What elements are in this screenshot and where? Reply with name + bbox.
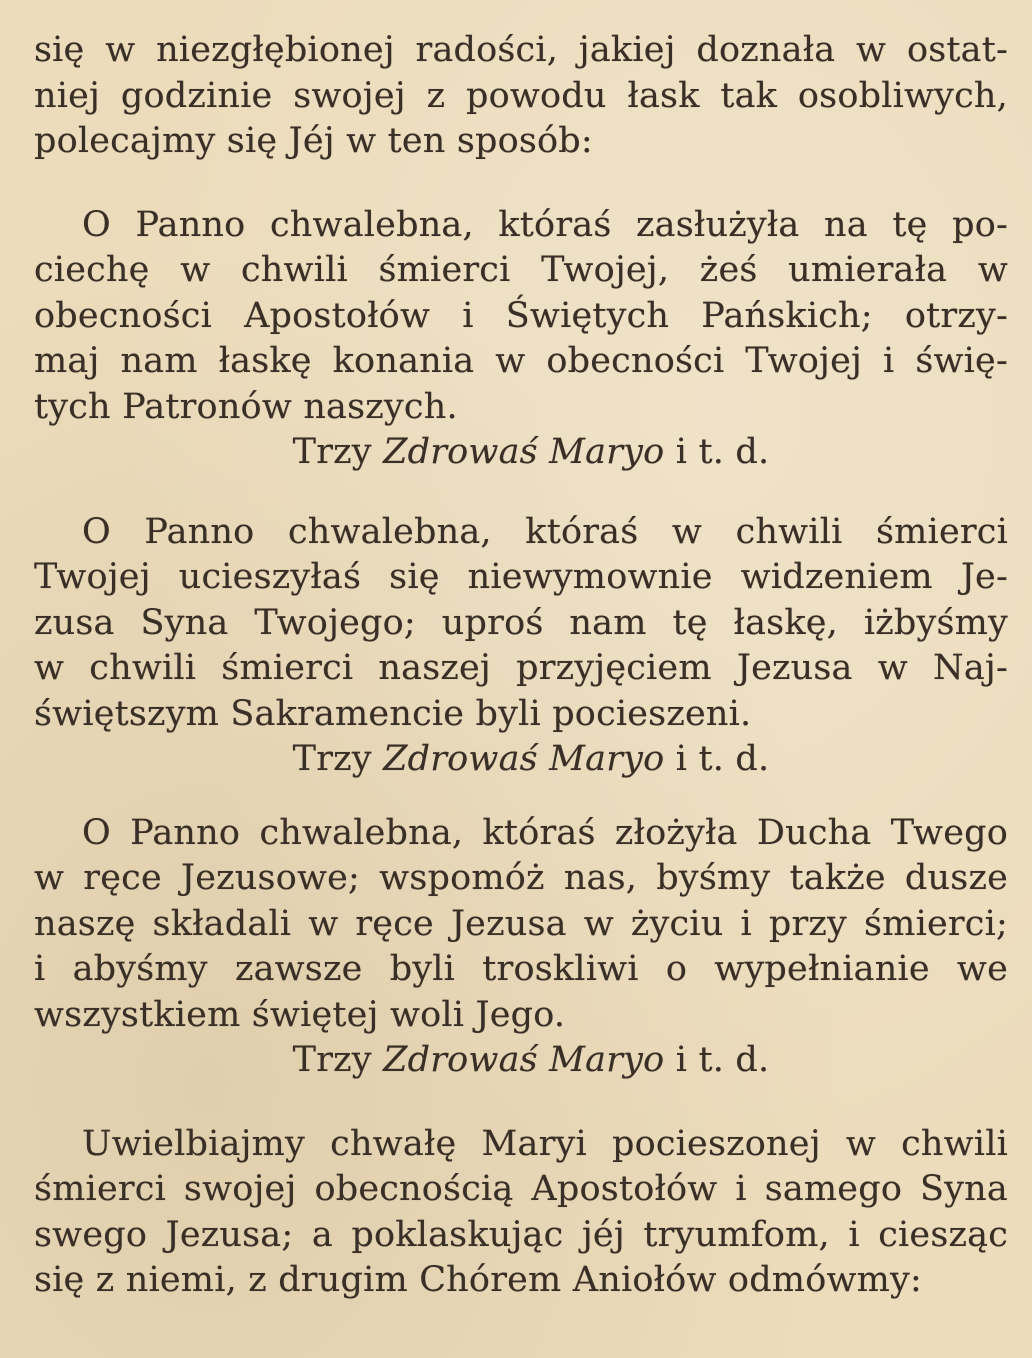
text-line: obecności Apostołów i Świętych Pańskich; otrzy- xyxy=(34,295,1008,336)
paragraph-intro xyxy=(34,28,1008,165)
paragraph-closing xyxy=(34,1122,1008,1304)
text-line: w ręce Jezusowe; wspomóż nas, byśmy także dusze xyxy=(34,858,1008,898)
text-line: się w niezgłębionej radości, jakiej doznała w ostat- xyxy=(34,30,1008,70)
text-line: swego Jezusa; a poklaskując jéj tryumfom, i ciesząc xyxy=(34,1214,1008,1255)
text-line: w chwili śmierci naszej przyjęciem Jezusa w Naj- xyxy=(34,648,1008,688)
text-line: wszystkiem świętej woli Jego. xyxy=(34,994,566,1035)
refrain-suffix: i t. d. xyxy=(675,432,770,472)
text-line: O Panno chwalebna, któraś złożyła Ducha Twego xyxy=(82,812,1008,853)
text-line: niej godzinie swojej z powodu łask tak osobliwych, xyxy=(34,75,1008,116)
text-line: tych Patronów naszych. xyxy=(34,386,458,427)
refrain-suffix: i t. d. xyxy=(675,739,770,779)
paragraph-prayer-2 xyxy=(34,510,1008,783)
text-line: Uwielbiajmy chwałę Maryi pocieszonej w chwili xyxy=(82,1123,1008,1164)
paragraph-prayer-3 xyxy=(34,811,1008,1084)
text-line: i abyśmy zawsze byli troskliwi o wypełnianie we xyxy=(34,949,1008,989)
text-line: O Panno chwalebna, któraś zasłużyła na tę po- xyxy=(82,204,1008,245)
refrain-line xyxy=(34,737,1008,783)
text-line: ciechę w chwili śmierci Twojej, żeś umierała w xyxy=(34,250,1008,290)
refrain-italic: Zdrowaś Maryo xyxy=(383,432,665,472)
text-line: maj nam łaskę konania w obecności Twojej i świę- xyxy=(34,341,1008,381)
paragraph-prayer-1 xyxy=(34,203,1008,476)
text-line: świętszym Sakramencie byli pocieszeni. xyxy=(34,693,752,734)
refrain-line xyxy=(34,430,1008,476)
text-line: się z niemi, z drugim Chórem Aniołów odmówmy: xyxy=(34,1260,922,1300)
refrain-italic: Zdrowaś Maryo xyxy=(383,739,665,779)
refrain-line xyxy=(34,1038,1008,1084)
refrain-prefix: Trzy xyxy=(292,739,372,779)
text-line: naszę składali w ręce Jezusa w życiu i przy śmierci; xyxy=(34,903,1008,944)
text-line: zusa Syna Twojego; uproś nam tę łaskę, iżbyśmy xyxy=(34,602,1008,643)
text-line: Twojej ucieszyłaś się niewymownie widzeniem Je- xyxy=(34,557,1008,597)
text-line: polecajmy się Jéj w ten sposób: xyxy=(34,121,593,161)
refrain-prefix: Trzy xyxy=(292,1040,372,1080)
refrain-prefix: Trzy xyxy=(292,432,372,472)
refrain-suffix: i t. d. xyxy=(675,1040,770,1080)
refrain-italic: Zdrowaś Maryo xyxy=(383,1040,665,1080)
text-line: śmierci swojej obecnością Apostołów i samego Syna xyxy=(34,1169,1008,1209)
text-line: O Panno chwalebna, któraś w chwili śmierci xyxy=(82,511,1008,552)
